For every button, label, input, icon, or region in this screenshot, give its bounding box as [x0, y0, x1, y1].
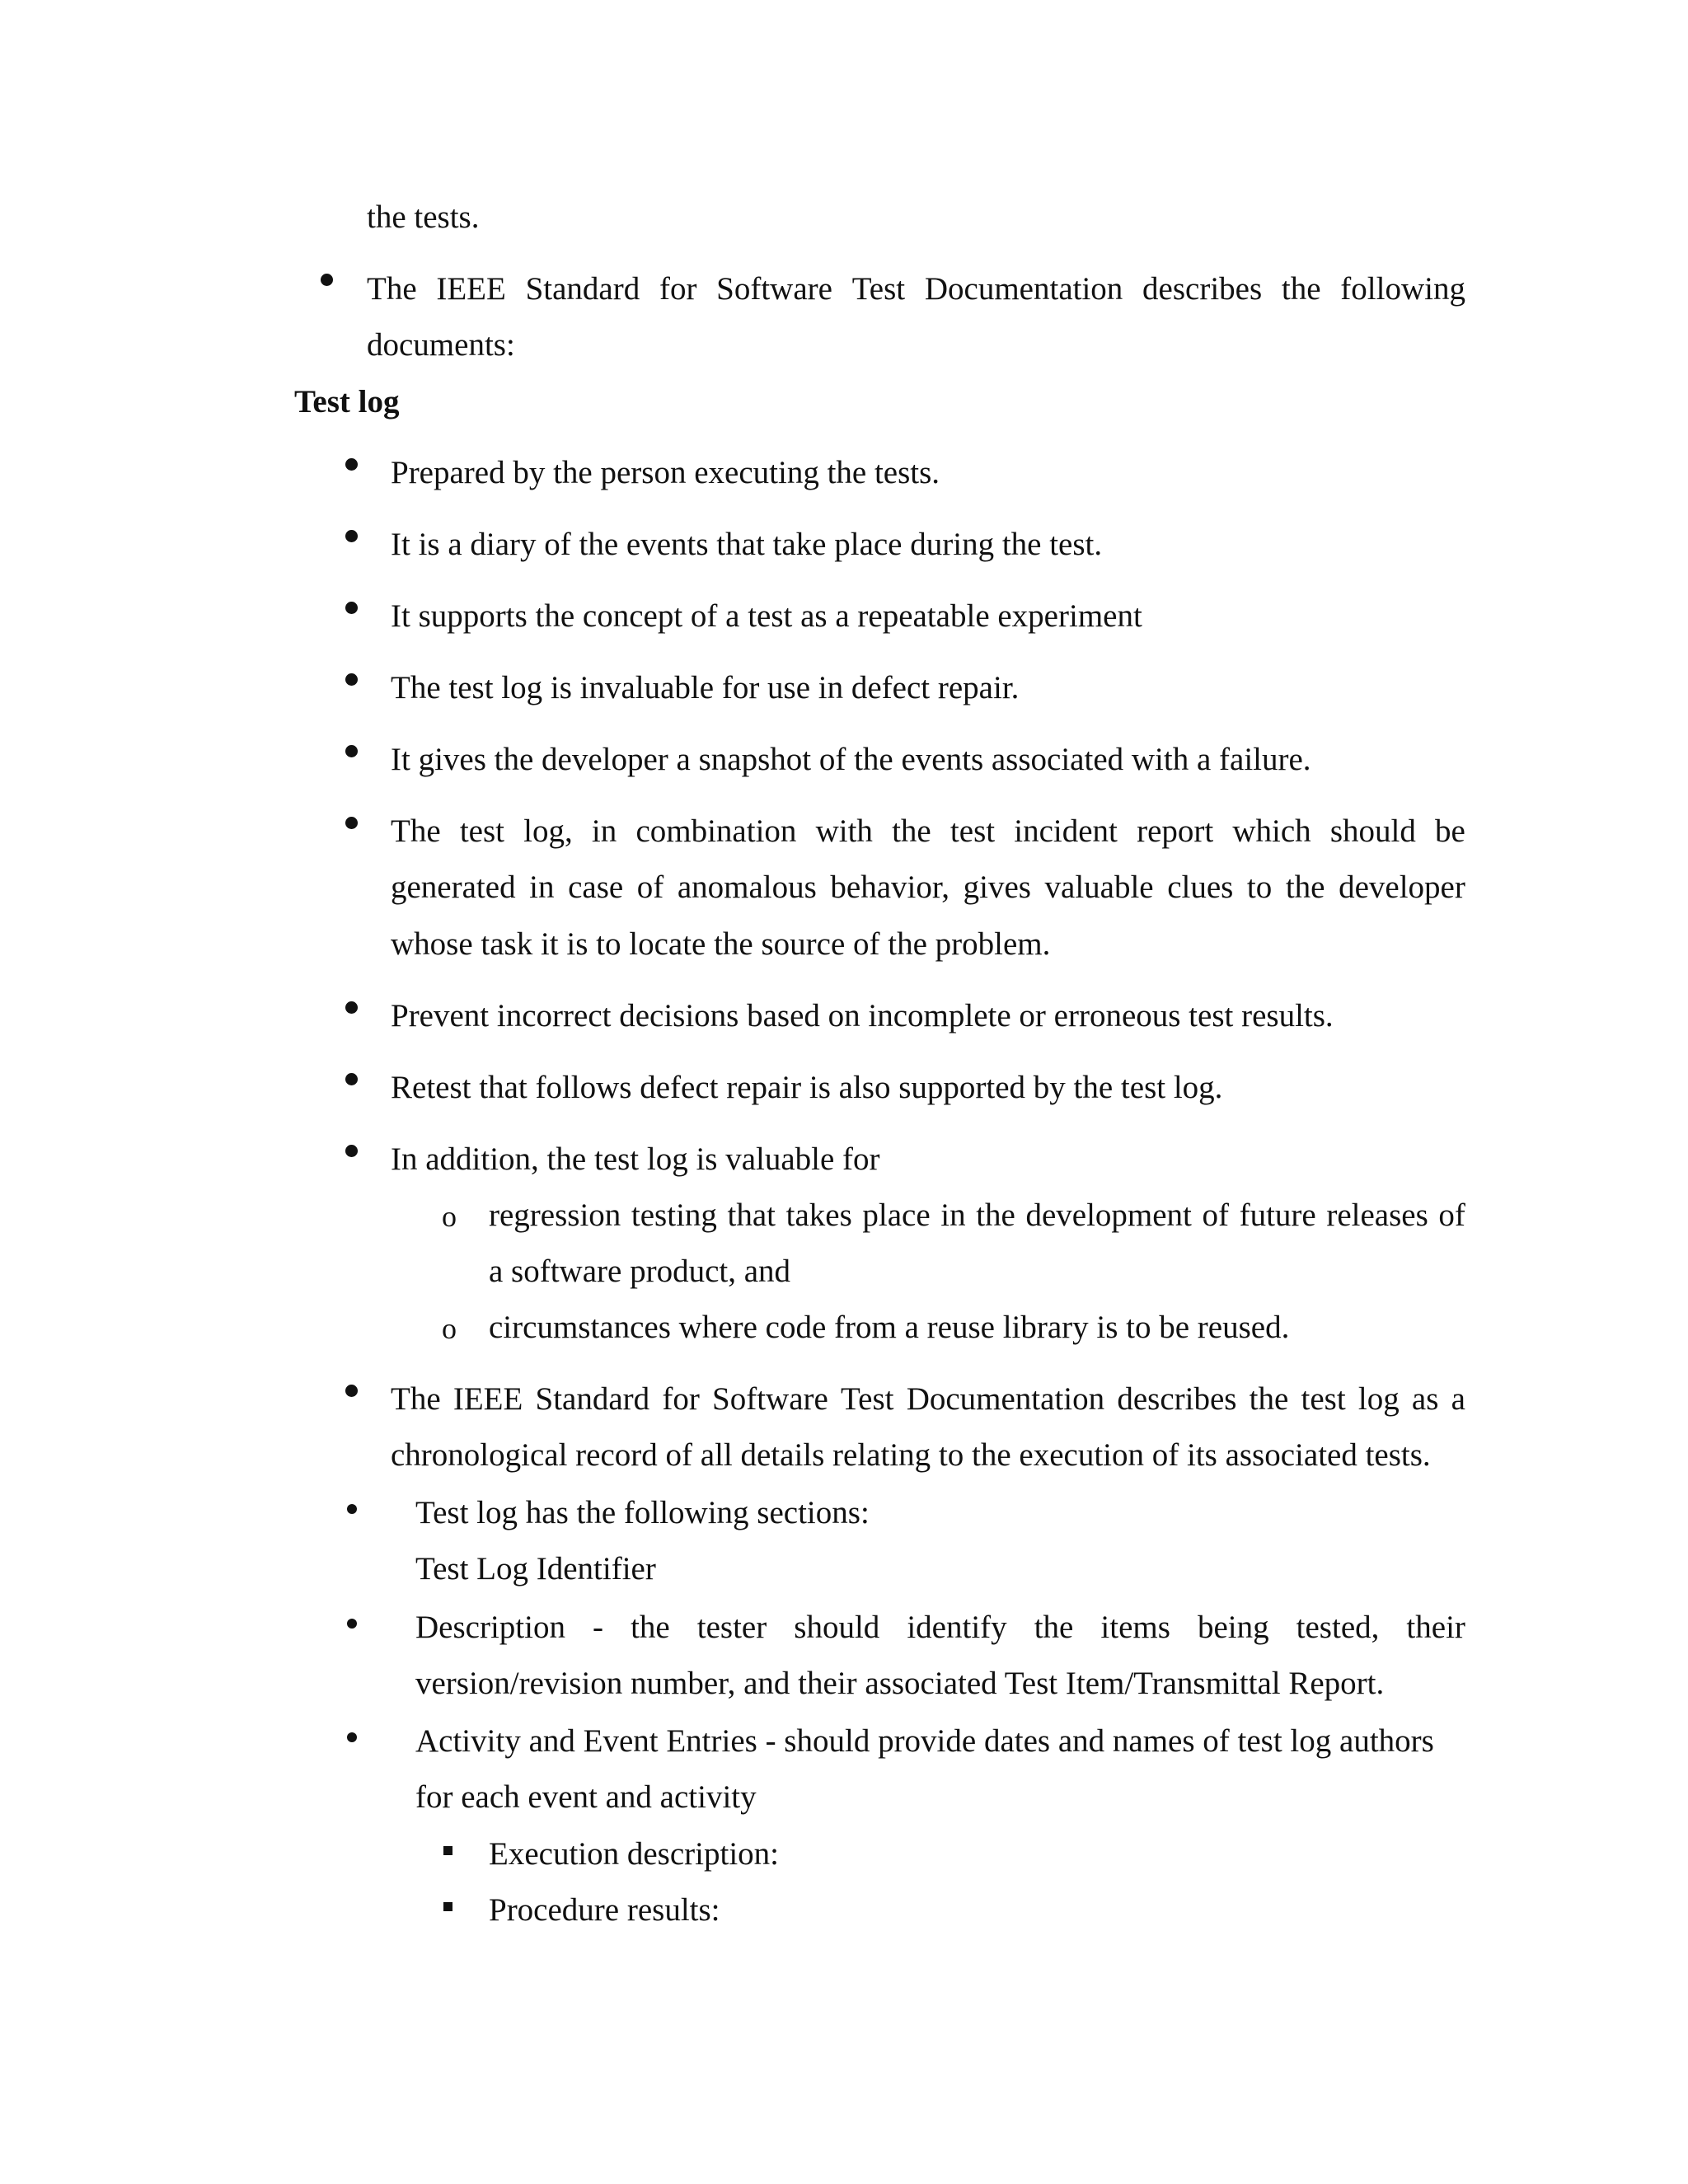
bullet-icon	[345, 1001, 358, 1014]
word: regression	[489, 1197, 621, 1233]
list-item-cont: whose task it is to locate the source of the problem.	[391, 926, 1051, 962]
word: the	[1281, 271, 1321, 307]
word: test	[1301, 1381, 1346, 1417]
word: Software	[712, 1381, 828, 1417]
word: Documentation	[924, 271, 1123, 307]
word: testing	[631, 1197, 717, 1233]
word: that	[727, 1197, 776, 1233]
list-item: It gives the developer a snapshot of the events associated with a failure.	[391, 742, 1311, 777]
word: a	[1451, 1381, 1465, 1417]
word: incident	[1014, 813, 1118, 849]
bullet-icon	[345, 745, 358, 757]
word: case	[568, 869, 624, 905]
section-list-item	[415, 1611, 1465, 1643]
word: for	[662, 1381, 700, 1417]
word: the	[1034, 1610, 1074, 1645]
word: valuable	[1044, 869, 1154, 905]
word: items	[1100, 1610, 1170, 1645]
carry-over-text: the tests.	[367, 199, 480, 235]
bullet-icon	[347, 1504, 357, 1514]
list-item: It supports the concept of a test as a repeatable experiment	[391, 598, 1142, 634]
word: identify	[907, 1610, 1007, 1645]
section-list-item-cont: version/revision number, and their associated Test Item/Transmittal Report.	[415, 1666, 1385, 1701]
word: the	[1285, 869, 1325, 905]
word: releases	[1326, 1197, 1428, 1233]
word: in	[591, 813, 617, 849]
intro-bullet-text	[367, 273, 1465, 305]
word: developer	[1339, 869, 1465, 905]
word: behavior,	[830, 869, 950, 905]
word: the	[976, 1197, 1015, 1233]
section-list-item-cont: Test Log Identifier	[415, 1551, 656, 1586]
list-item: The test log is invaluable for use in defect repair.	[391, 670, 1020, 705]
bullet-icon	[347, 1619, 357, 1629]
list-item	[391, 815, 1465, 847]
word: Software	[716, 271, 832, 307]
section-heading: Test log	[294, 384, 400, 419]
word: log	[1357, 1381, 1400, 1417]
sub-section-item: Procedure results:	[489, 1892, 720, 1928]
sub-list-item: circumstances where code from a reuse library is to be reused.	[489, 1310, 1290, 1345]
word: clues	[1167, 869, 1234, 905]
word: for	[659, 271, 697, 307]
word: Standard	[525, 271, 640, 307]
word: which	[1232, 813, 1311, 849]
section-list-item-cont: for each event and activity	[415, 1779, 757, 1815]
word: as	[1411, 1381, 1439, 1417]
word: describes	[1142, 271, 1263, 307]
sub-list-item	[489, 1199, 1465, 1231]
word: Test	[841, 1381, 894, 1417]
bullet-icon	[345, 1073, 358, 1085]
word: combination	[635, 813, 797, 849]
word: tester	[696, 1610, 767, 1645]
word: in	[529, 869, 555, 905]
word: The	[391, 1381, 441, 1417]
circle-bullet-icon: o	[442, 1200, 457, 1233]
word: generated	[391, 869, 516, 905]
word: takes	[785, 1197, 852, 1233]
bullet-icon	[345, 458, 358, 471]
list-item-cont: chronological record of all details relating to the execution of its associated tests.	[391, 1437, 1431, 1473]
list-item: Retest that follows defect repair is also supported by the test log.	[391, 1070, 1223, 1105]
word: IEEE	[452, 1381, 523, 1417]
word: of	[1438, 1197, 1465, 1233]
word: following	[1340, 271, 1465, 307]
word: future	[1239, 1197, 1316, 1233]
word: The	[367, 271, 417, 307]
word: the	[892, 813, 931, 849]
section-list-item: Test log has the following sections:	[415, 1495, 870, 1530]
circle-bullet-icon: o	[442, 1312, 457, 1345]
word: log,	[523, 813, 573, 849]
bullet-icon	[345, 602, 358, 614]
word: should	[794, 1610, 880, 1645]
list-item: Prepared by the person executing the tests.	[391, 455, 940, 490]
word: the	[1249, 1381, 1289, 1417]
square-bullet-icon	[443, 1846, 452, 1855]
word: describes	[1117, 1381, 1237, 1417]
word: test	[950, 813, 996, 849]
word: anomalous	[677, 869, 817, 905]
word: gives	[963, 869, 1031, 905]
intro-bullet-text-cont: documents:	[367, 327, 515, 363]
word: of	[1202, 1197, 1229, 1233]
word: in	[940, 1197, 966, 1233]
word: Description	[415, 1610, 565, 1645]
list-item-cont	[391, 871, 1465, 903]
word: Standard	[535, 1381, 650, 1417]
bullet-icon	[345, 530, 358, 542]
word: to	[1246, 869, 1273, 905]
bullet-icon	[347, 1732, 357, 1742]
word: place	[862, 1197, 931, 1233]
bullet-icon	[345, 673, 358, 686]
word: Test	[851, 271, 906, 307]
sub-section-item: Execution description:	[489, 1836, 779, 1872]
word: test	[459, 813, 504, 849]
word: of	[636, 869, 664, 905]
word: The	[391, 813, 441, 849]
word: being	[1197, 1610, 1269, 1645]
word: with	[815, 813, 873, 849]
word: be	[1435, 813, 1465, 849]
word: Documentation	[906, 1381, 1105, 1417]
word: the	[631, 1610, 670, 1645]
bullet-icon	[345, 1385, 358, 1397]
word: their	[1406, 1610, 1465, 1645]
word: development	[1025, 1197, 1192, 1233]
bullet-icon	[345, 1145, 358, 1157]
word: tested,	[1296, 1610, 1380, 1645]
section-list-item: Activity and Event Entries - should provide dates and names of test log authors	[415, 1723, 1434, 1759]
list-item: It is a diary of the events that take place during the test.	[391, 527, 1103, 562]
bullet-icon	[345, 817, 358, 829]
list-item	[391, 1383, 1465, 1415]
list-item: Prevent incorrect decisions based on incomplete or erroneous test results.	[391, 998, 1334, 1033]
list-item: In addition, the test log is valuable for	[391, 1141, 880, 1177]
word: should	[1329, 813, 1416, 849]
bullet-icon	[321, 274, 333, 286]
sub-list-item-cont: a software product, and	[489, 1254, 791, 1289]
word: -	[593, 1610, 604, 1645]
square-bullet-icon	[443, 1902, 452, 1911]
word: report	[1137, 813, 1214, 849]
word: IEEE	[436, 271, 506, 307]
